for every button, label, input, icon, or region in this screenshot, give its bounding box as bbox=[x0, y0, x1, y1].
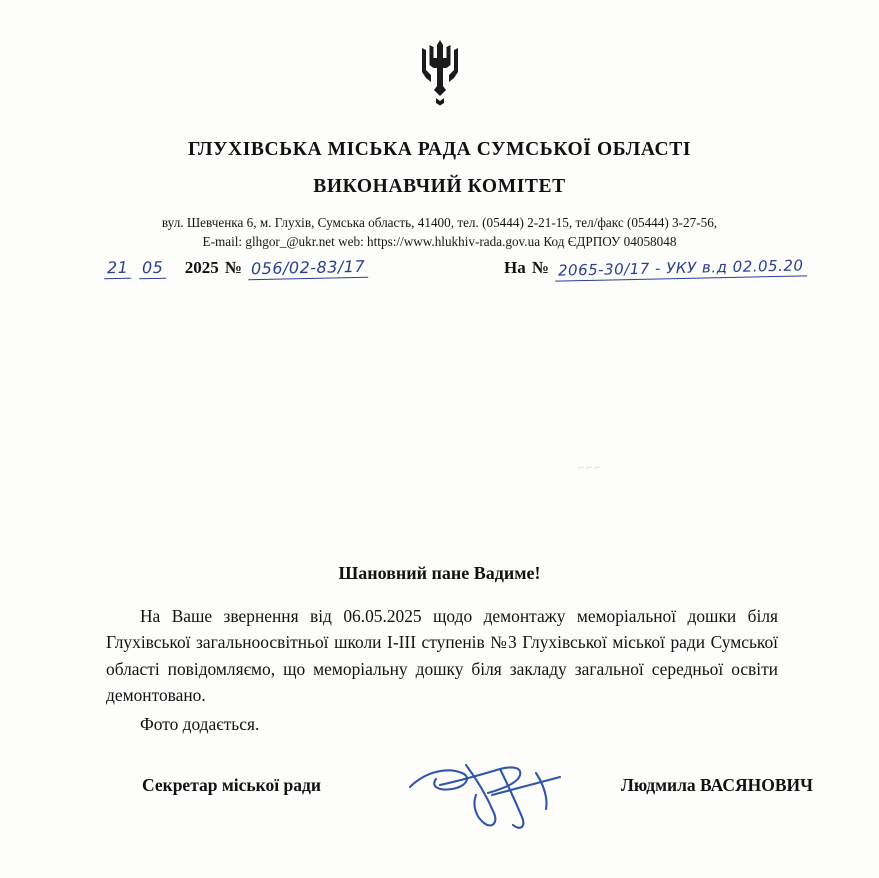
incoming-number-value: 2065-30/17 - УКУ в.д 02.05.20 bbox=[555, 256, 807, 281]
outgoing-number-value: 056/02-83/17 bbox=[248, 257, 369, 281]
contact-block bbox=[0, 213, 879, 251]
registration-year: 2025 bbox=[184, 258, 219, 277]
registration-month: 05 bbox=[139, 258, 167, 280]
organization-name: ГЛУХІВСЬКА МІСЬКА РАДА СУМСЬКОЇ ОБЛАСТІ bbox=[187, 139, 692, 160]
reply-label: На bbox=[504, 258, 526, 277]
paragraph-1: На Ваше звернення від 06.05.2025 щодо демонтажу меморіальної дошки біля Глухівської загальноосвітньої школи I-III ступенів №3 Глухівської міської ради Сумської області повідомляємо, що меморіальну дошку біля закладу загальної середньої освіти демонтовано. bbox=[106, 606, 778, 706]
handwritten-signature-icon bbox=[396, 751, 586, 837]
outgoing-registration bbox=[104, 258, 368, 279]
emblem-container bbox=[0, 38, 879, 106]
organization-subname: ВИКОНАВЧИЙ КОМІТЕТ bbox=[313, 176, 566, 198]
signature-block bbox=[106, 775, 813, 815]
signer-name: Людмила ВАСЯНОВИЧ bbox=[620, 775, 813, 795]
scan-artifact: ⌐⌐⌐ bbox=[578, 462, 603, 474]
incoming-registration bbox=[504, 258, 806, 279]
signer-position: Секретар міської ради bbox=[142, 775, 321, 795]
letter-body bbox=[106, 603, 778, 737]
registration-line bbox=[104, 258, 813, 288]
salutation: Шановний пане Вадиме! bbox=[338, 563, 541, 583]
contact-address-line: вул. Шевченка 6, м. Глухів, Сумська область, 41400, тел. (05444) 2-21-15, тел/факс (05444) 3-27-56, bbox=[161, 214, 718, 230]
registration-day: 21 bbox=[104, 258, 132, 280]
incoming-number-sign: № bbox=[531, 258, 549, 277]
paragraph-2: Фото додається. bbox=[140, 713, 260, 734]
letterhead-header bbox=[0, 138, 879, 251]
outgoing-number-sign: № bbox=[224, 258, 242, 277]
contact-web-line: E-mail: glhgor_@ukr.net web: https://www.hlukhiv-rada.gov.ua Код ЄДРПОУ 04058048 bbox=[202, 233, 677, 249]
ukraine-trident-coat-of-arms-icon bbox=[417, 38, 463, 106]
